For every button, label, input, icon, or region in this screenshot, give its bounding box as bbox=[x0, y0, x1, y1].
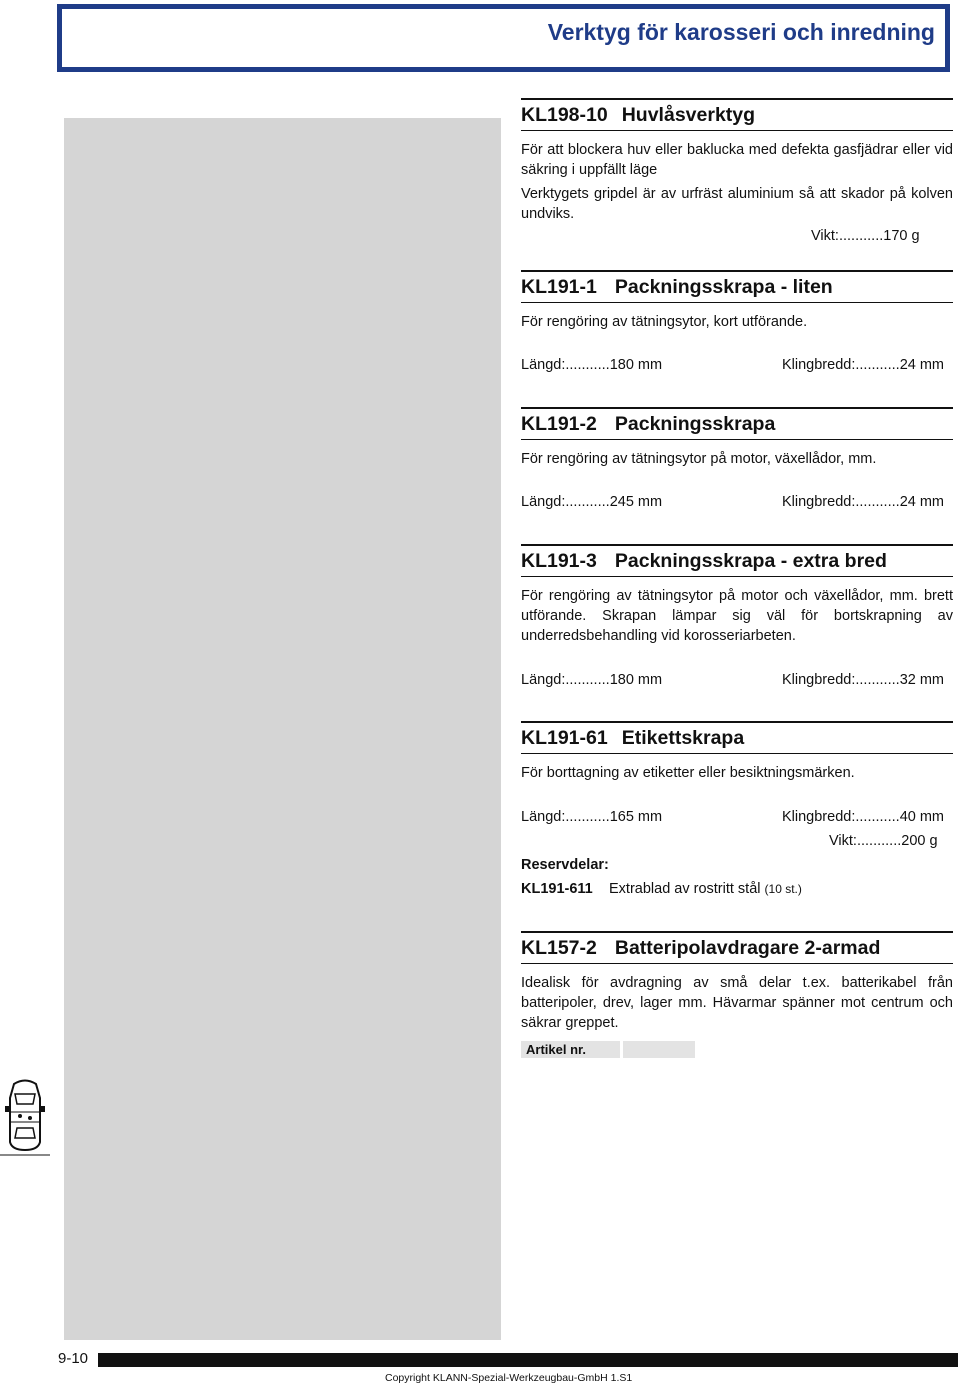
section-heading bbox=[521, 544, 953, 577]
spec-label: Längd: ..... bbox=[521, 809, 610, 825]
spec-weight bbox=[811, 228, 920, 244]
spec-value: 32 mm bbox=[899, 672, 945, 688]
footer-bar bbox=[98, 1353, 958, 1367]
product-description bbox=[521, 449, 953, 469]
product-description bbox=[521, 312, 953, 332]
description-paragraph: För att blockera huv eller baklucka med defekta gasfjädrar eller vid säkring i uppfällt läge bbox=[521, 142, 953, 178]
product-description bbox=[521, 763, 953, 783]
spec-label: Längd: ..... bbox=[521, 494, 610, 510]
product-code: KL191-2 bbox=[521, 413, 597, 435]
car-category-icon bbox=[0, 1078, 50, 1156]
product-name: Packningsskrapa - liten bbox=[614, 276, 833, 298]
section-heading bbox=[521, 407, 953, 440]
product-description bbox=[521, 973, 953, 1033]
product-image-panel bbox=[64, 118, 501, 1340]
spec-row bbox=[521, 228, 953, 248]
spec-value: 40 mm bbox=[899, 809, 945, 825]
description-paragraph: Verktygets gripdel är av urfräst aluminium så att skador på kolven undviks. bbox=[521, 186, 953, 222]
description-paragraph: För rengöring av tätningsytor, kort utförande. bbox=[521, 314, 808, 330]
copyright-text: Copyright KLANN-Spezial-Werkzeugbau-GmbH 1.S1 bbox=[385, 1372, 633, 1384]
section-heading bbox=[521, 98, 953, 131]
spec-value: 170 g bbox=[883, 228, 920, 244]
spec-label: Klingbredd: ..... bbox=[782, 672, 900, 688]
article-number-field bbox=[521, 1041, 695, 1058]
spec-weight bbox=[829, 833, 938, 849]
section-kl198-10 bbox=[521, 98, 953, 248]
section-heading bbox=[521, 721, 953, 754]
spec-row bbox=[521, 357, 953, 377]
spec-row bbox=[521, 672, 953, 692]
spare-part-code: KL191-611 bbox=[521, 881, 593, 897]
description-paragraph: För rengöring av tätningsytor på motor och växellådor, mm. brett utförande. Skrapan lämpar sig väl för bortskrapning av underredsbehandling vid korosseriarbeten. bbox=[521, 588, 953, 644]
spec-label: Klingbredd: ..... bbox=[782, 809, 900, 825]
product-description bbox=[521, 586, 953, 646]
article-number-label: Artikel nr. bbox=[526, 1042, 586, 1057]
section-kl157-2 bbox=[521, 931, 953, 1057]
spec-blade-width bbox=[782, 494, 944, 510]
spare-part-qty: (10 st.) bbox=[764, 882, 802, 896]
section-kl191-1 bbox=[521, 270, 953, 377]
spec-length bbox=[521, 672, 662, 688]
article-number-divider bbox=[620, 1041, 623, 1058]
spec-label: Vikt: ..... bbox=[811, 228, 883, 244]
spec-value: 180 mm bbox=[609, 672, 663, 688]
spec-value: 180 mm bbox=[609, 357, 663, 373]
section-kl191-61 bbox=[521, 721, 953, 897]
spec-label: Klingbredd: ..... bbox=[782, 494, 900, 510]
product-name: Etikettskrapa bbox=[621, 727, 745, 749]
spare-part-row bbox=[521, 881, 953, 897]
section-heading bbox=[521, 931, 953, 964]
spec-blade-width bbox=[782, 357, 944, 373]
product-name: Huvlåsverktyg bbox=[621, 104, 756, 126]
page-number: 9-10 bbox=[58, 1350, 89, 1367]
spec-label: Vikt: ..... bbox=[829, 833, 901, 849]
spec-length bbox=[521, 809, 662, 825]
description-paragraph: För rengöring av tätningsytor på motor, växellådor, mm. bbox=[521, 451, 877, 467]
spare-part-desc: Extrablad av rostritt stål bbox=[609, 881, 761, 897]
product-name: Packningsskrapa bbox=[614, 413, 776, 435]
spec-row bbox=[521, 833, 953, 853]
spec-blade-width bbox=[782, 672, 944, 688]
spare-parts-title: Reservdelar: bbox=[521, 857, 609, 873]
product-code: KL191-1 bbox=[521, 276, 597, 298]
spec-row bbox=[521, 494, 953, 514]
spec-label: Längd: ..... bbox=[521, 357, 610, 373]
product-name: Packningsskrapa - extra bred bbox=[614, 550, 887, 572]
spec-value: 24 mm bbox=[899, 494, 945, 510]
product-code: KL191-61 bbox=[521, 727, 608, 749]
spec-value: 24 mm bbox=[899, 357, 945, 373]
description-paragraph: För borttagning av etiketter eller besiktningsmärken. bbox=[521, 765, 855, 781]
spec-row bbox=[521, 809, 953, 829]
description-paragraph: Idealisk för avdragning av små delar t.ex. batterikabel från batteripoler, drev, lager mm. Hävarmar spänner mot centrum och säkrar greppet. bbox=[521, 975, 953, 1031]
section-kl191-3 bbox=[521, 544, 953, 692]
product-code: KL198-10 bbox=[521, 104, 608, 126]
spec-value: 165 mm bbox=[609, 809, 663, 825]
section-kl191-2 bbox=[521, 407, 953, 514]
page-header bbox=[57, 4, 950, 72]
product-description bbox=[521, 140, 953, 224]
spec-label: Klingbredd: ..... bbox=[782, 357, 900, 373]
product-name: Batteripolavdragare 2-armad bbox=[614, 937, 881, 959]
spec-length bbox=[521, 357, 662, 373]
section-heading bbox=[521, 270, 953, 303]
product-code: KL191-3 bbox=[521, 550, 597, 572]
spec-length bbox=[521, 494, 662, 510]
page-title: Verktyg för karosseri och inredning bbox=[547, 19, 935, 45]
product-code: KL157-2 bbox=[521, 937, 597, 959]
spec-blade-width bbox=[782, 809, 944, 825]
spec-label: Längd: ..... bbox=[521, 672, 610, 688]
spec-value: 245 mm bbox=[609, 494, 663, 510]
spec-value: 200 g bbox=[901, 833, 938, 849]
